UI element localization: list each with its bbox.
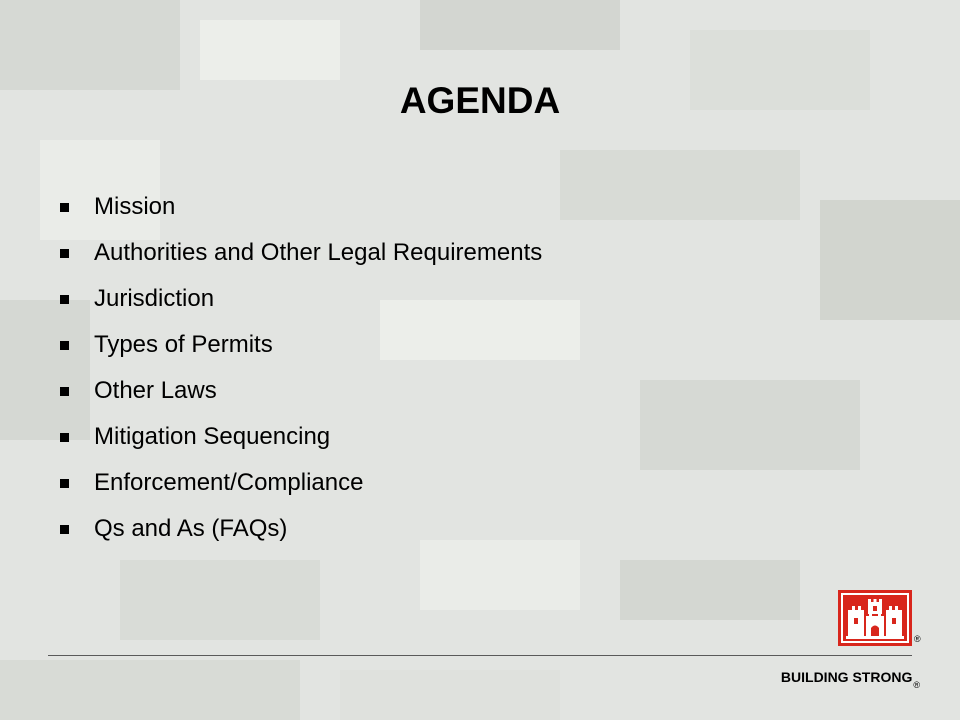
castle-icon	[838, 590, 912, 650]
agenda-item-label: Mission	[94, 193, 176, 220]
square-bullet-icon	[60, 203, 69, 212]
agenda-item-label: Mitigation Sequencing	[94, 423, 331, 450]
list-item	[60, 230, 542, 276]
square-bullet-icon	[60, 433, 69, 442]
brand-text: BUILDING STRONG	[780, 669, 913, 685]
list-item	[60, 414, 542, 460]
list-item	[60, 506, 542, 552]
list-item	[60, 276, 542, 322]
slide-title: AGENDA	[399, 80, 561, 121]
agenda-list	[60, 184, 542, 552]
list-item	[60, 368, 542, 414]
agenda-item-label: Enforcement/Compliance	[94, 469, 364, 496]
agenda-item-label: Types of Permits	[94, 331, 273, 358]
square-bullet-icon	[60, 341, 69, 350]
list-item	[60, 184, 542, 230]
footer-brand	[780, 669, 920, 690]
square-bullet-icon	[60, 295, 69, 304]
brand-registered-mark: ®	[913, 680, 920, 690]
list-item	[60, 322, 542, 368]
agenda-item-label: Other Laws	[94, 377, 217, 404]
square-bullet-icon	[60, 387, 69, 396]
footer-divider	[48, 655, 912, 656]
list-item	[60, 460, 542, 506]
square-bullet-icon	[60, 249, 69, 258]
logo-registered-mark: ®	[914, 634, 921, 644]
square-bullet-icon	[60, 479, 69, 488]
agenda-item-label: Qs and As (FAQs)	[94, 515, 288, 542]
agenda-item-label: Authorities and Other Legal Requirements	[94, 239, 543, 266]
agenda-item-label: Jurisdiction	[94, 285, 215, 312]
square-bullet-icon	[60, 525, 69, 534]
